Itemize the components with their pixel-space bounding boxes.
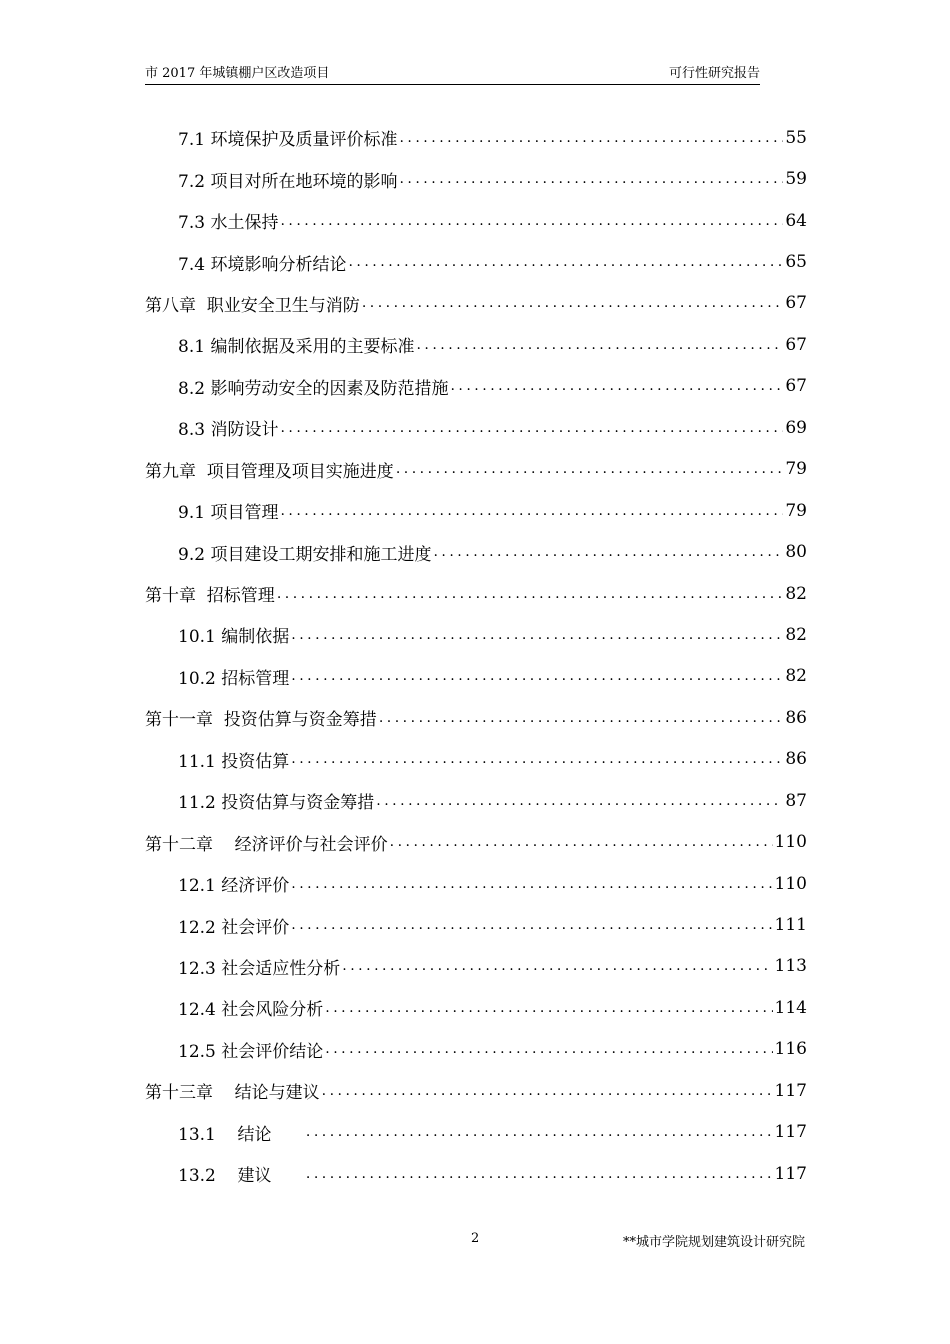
toc-entry-page-number: 113 [774, 956, 807, 977]
toc-entry-title: 12.1 经济评价 [178, 876, 290, 897]
toc-section-entry[interactable] [145, 407, 807, 448]
toc-entry-page-number: 69 [785, 417, 807, 438]
toc-dot-leader [325, 1041, 772, 1057]
toc-section-entry[interactable] [145, 1029, 807, 1070]
toc-dot-leader [280, 503, 783, 519]
toc-dot-leader [291, 627, 783, 643]
toc-entry-page-number: 117 [774, 1163, 807, 1184]
toc-chapter-entry[interactable] [145, 283, 807, 324]
toc-entry-page-number: 111 [774, 915, 807, 936]
toc-dot-leader [433, 544, 783, 560]
toc-entry-page-number: 86 [785, 707, 807, 728]
toc-entry-title: 第十章 招标管理 [145, 586, 275, 607]
toc-chapter-entry[interactable] [145, 697, 807, 738]
toc-entry-title: 8.1 编制依据及采用的主要标准 [178, 337, 415, 358]
toc-entry-title: 第十二章 经济评价与社会评价 [145, 834, 388, 855]
toc-entry-page-number: 87 [785, 790, 807, 811]
toc-entry-title: 12.3 社会适应性分析 [178, 958, 341, 979]
toc-entry-page-number: 116 [774, 1039, 807, 1060]
toc-entry-title: 7.4 环境影响分析结论 [178, 254, 347, 275]
toc-section-entry[interactable] [145, 946, 807, 987]
toc-dot-leader [325, 1000, 772, 1016]
toc-entry-title: 12.5 社会评价结论 [178, 1041, 324, 1062]
footer-organization: **城市学院规划建筑设计研究院 [622, 1235, 805, 1250]
toc-entry-page-number: 117 [774, 1080, 807, 1101]
toc-section-entry[interactable] [145, 158, 807, 199]
toc-dot-leader [306, 1124, 773, 1140]
toc-entry-page-number: 67 [785, 376, 807, 397]
toc-dot-leader [450, 378, 783, 394]
toc-entry-title: 第十三章 结论与建议 [145, 1083, 320, 1104]
toc-dot-leader [390, 834, 773, 850]
toc-section-entry[interactable] [145, 904, 807, 945]
toc-entry-title: 11.2 投资估算与资金筹措 [178, 793, 375, 814]
toc-dot-leader [291, 751, 783, 767]
toc-dot-leader [362, 295, 784, 311]
toc-dot-leader [376, 793, 783, 809]
toc-chapter-entry[interactable] [145, 573, 807, 614]
toc-dot-leader [379, 710, 784, 726]
toc-entry-page-number: 67 [785, 293, 807, 314]
toc-dot-leader [280, 213, 783, 229]
toc-entry-title: 8.2 影响劳动安全的因素及防范措施 [178, 378, 449, 399]
toc-dot-leader [416, 337, 783, 353]
toc-entry-title: 第八章 职业安全卫生与消防 [145, 295, 360, 316]
table-of-contents [145, 117, 807, 1194]
toc-section-entry[interactable] [145, 324, 807, 365]
toc-entry-title: 7.1 环境保护及质量评价标准 [178, 130, 398, 151]
toc-entry-title: 13.1 结论 [178, 1124, 304, 1145]
toc-entry-title: 10.1 编制依据 [178, 627, 290, 648]
toc-dot-leader [396, 461, 784, 477]
toc-entry-page-number: 79 [785, 500, 807, 521]
toc-entry-title: 13.2 建议 [178, 1166, 304, 1187]
toc-entry-title: 12.4 社会风险分析 [178, 1000, 324, 1021]
toc-dot-leader [399, 171, 783, 187]
toc-dot-leader [291, 668, 783, 684]
toc-entry-page-number: 67 [785, 334, 807, 355]
toc-dot-leader [291, 917, 772, 933]
toc-section-entry[interactable] [145, 241, 807, 282]
toc-entry-page-number: 82 [785, 666, 807, 687]
toc-dot-leader [291, 876, 772, 892]
toc-section-entry[interactable] [145, 117, 807, 158]
toc-section-entry[interactable] [145, 780, 807, 821]
toc-entry-page-number: 110 [774, 832, 807, 853]
toc-dot-leader [306, 1166, 773, 1182]
toc-section-entry[interactable] [145, 614, 807, 655]
toc-entry-page-number: 117 [774, 1122, 807, 1143]
toc-section-entry[interactable] [145, 656, 807, 697]
toc-section-entry[interactable] [145, 200, 807, 241]
toc-section-entry[interactable] [145, 987, 807, 1028]
toc-chapter-entry[interactable] [145, 821, 807, 862]
toc-entry-title: 8.3 消防设计 [178, 420, 279, 441]
toc-entry-page-number: 64 [785, 210, 807, 231]
toc-chapter-entry[interactable] [145, 1070, 807, 1111]
toc-dot-leader [322, 1083, 773, 1099]
toc-section-entry[interactable] [145, 863, 807, 904]
toc-dot-leader [399, 130, 783, 146]
toc-entry-page-number: 86 [785, 749, 807, 770]
toc-entry-title: 9.2 项目建设工期安排和施工进度 [178, 544, 432, 565]
toc-entry-title: 9.1 项目管理 [178, 503, 279, 524]
toc-entry-page-number: 55 [785, 127, 807, 148]
toc-entry-title: 7.2 项目对所在地环境的影响 [178, 171, 398, 192]
toc-chapter-entry[interactable] [145, 449, 807, 490]
toc-entry-title: 第九章 项目管理及项目实施进度 [145, 461, 394, 482]
toc-entry-page-number: 82 [785, 583, 807, 604]
toc-entry-page-number: 79 [785, 459, 807, 480]
toc-entry-title: 第十一章 投资估算与资金筹措 [145, 710, 377, 731]
toc-entry-page-number: 80 [785, 542, 807, 563]
footer-page-number: 2 [471, 1231, 480, 1246]
header-project-title: 市 2017 年城镇棚户区改造项目 [145, 66, 330, 81]
toc-entry-page-number: 114 [774, 997, 807, 1018]
toc-dot-leader [348, 254, 783, 270]
toc-dot-leader [277, 586, 784, 602]
toc-section-entry[interactable] [145, 366, 807, 407]
toc-entry-title: 11.1 投资估算 [178, 751, 290, 772]
toc-entry-title: 10.2 招标管理 [178, 668, 290, 689]
toc-section-entry[interactable] [145, 531, 807, 572]
toc-entry-page-number: 82 [785, 624, 807, 645]
toc-section-entry[interactable] [145, 1112, 807, 1153]
toc-entry-page-number: 59 [785, 169, 807, 190]
header-document-type: 可行性研究报告 [668, 66, 760, 81]
toc-section-entry[interactable] [145, 490, 807, 531]
toc-section-entry[interactable] [145, 1153, 807, 1194]
toc-section-entry[interactable] [145, 739, 807, 780]
toc-entry-title: 12.2 社会评价 [178, 917, 290, 938]
toc-entry-title: 7.3 水土保持 [178, 213, 279, 234]
toc-entry-page-number: 110 [774, 873, 807, 894]
toc-dot-leader [342, 958, 772, 974]
toc-entry-page-number: 65 [785, 252, 807, 273]
page-header [145, 66, 760, 85]
toc-dot-leader [280, 420, 783, 436]
